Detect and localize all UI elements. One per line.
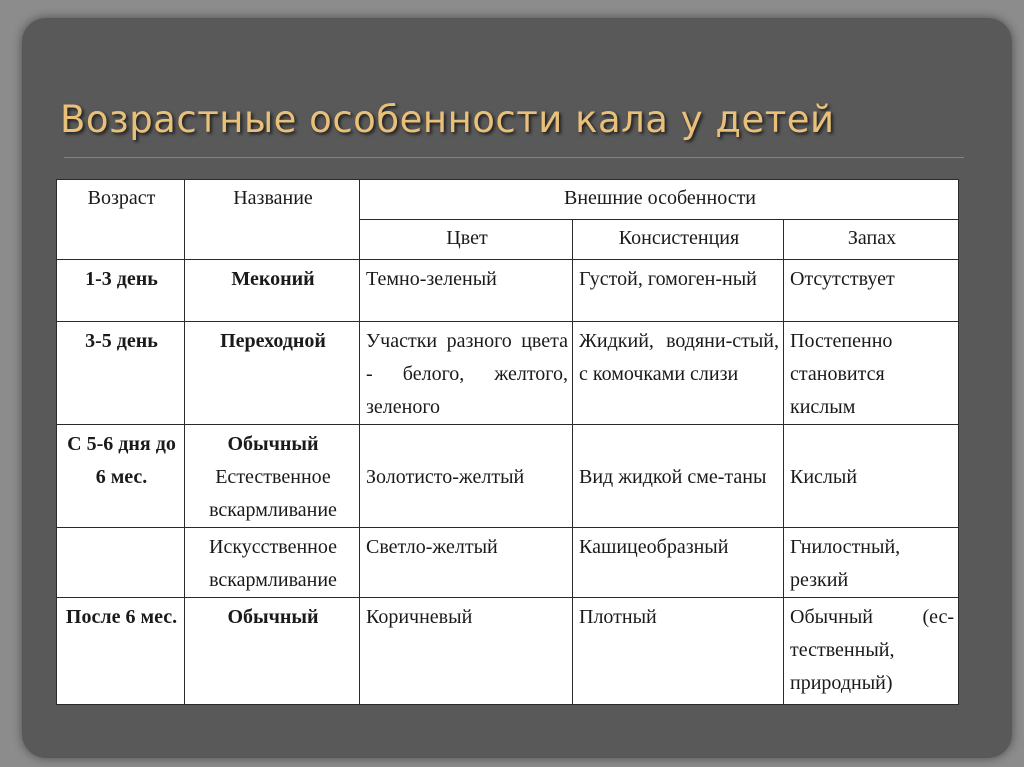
- header-name: Название: [185, 180, 360, 260]
- row-consistency: Кашицеобразный: [573, 528, 784, 598]
- row-consistency: Вид жидкой сме-таны: [573, 425, 784, 528]
- header-age: Возраст: [57, 180, 185, 260]
- slide-title: Возрастные особенности кала у детей: [60, 98, 835, 141]
- row-color: Золотисто-желтый: [360, 425, 573, 528]
- row-consistency: Густой, гомоген-ный: [573, 260, 784, 322]
- header-color: Цвет: [360, 220, 573, 260]
- row-name: Переходной: [185, 322, 360, 425]
- row-age: [57, 528, 185, 598]
- row-smell: Обычный (ес-тественный, природный): [784, 598, 959, 705]
- row-name-cell: [185, 425, 360, 528]
- table-row: [57, 322, 959, 425]
- title-divider: [64, 157, 964, 158]
- row-color: Коричневый: [360, 598, 573, 705]
- feces-characteristics-table: [56, 179, 959, 705]
- header-smell: Запах: [784, 220, 959, 260]
- row-age: После 6 мес.: [57, 598, 185, 705]
- row-smell: Кислый: [784, 425, 959, 528]
- row-smell: Постепенно становится кислым: [784, 322, 959, 425]
- row-name: Меконий: [185, 260, 360, 322]
- row-color: Участки разного цвета - белого, желтого, зеленого: [360, 322, 573, 425]
- row-subname: Естественное вскармливание: [209, 466, 337, 521]
- row-age: 3-5 день: [57, 322, 185, 425]
- row-age: 1-3 день: [57, 260, 185, 322]
- table-row: [57, 528, 959, 598]
- row-name: Обычный: [227, 433, 319, 455]
- table-row: [57, 260, 959, 322]
- row-color: Темно-зеленый: [360, 260, 573, 322]
- row-smell: Отсутствует: [784, 260, 959, 322]
- row-consistency: Жидкий, водяни-стый, с комочками слизи: [573, 322, 784, 425]
- row-consistency: Плотный: [573, 598, 784, 705]
- table-row: [57, 425, 959, 528]
- row-name: Искусственное вскармливание: [185, 528, 360, 598]
- row-smell: Гнилостный, резкий: [784, 528, 959, 598]
- row-name: Обычный: [185, 598, 360, 705]
- row-age: С 5-6 дня до 6 мес.: [57, 425, 185, 528]
- row-color: Светло-желтый: [360, 528, 573, 598]
- header-consistency: Консистенция: [573, 220, 784, 260]
- table-row: [57, 598, 959, 705]
- feces-table-container: [56, 179, 958, 693]
- header-external-features: Внешние особенности: [360, 180, 959, 220]
